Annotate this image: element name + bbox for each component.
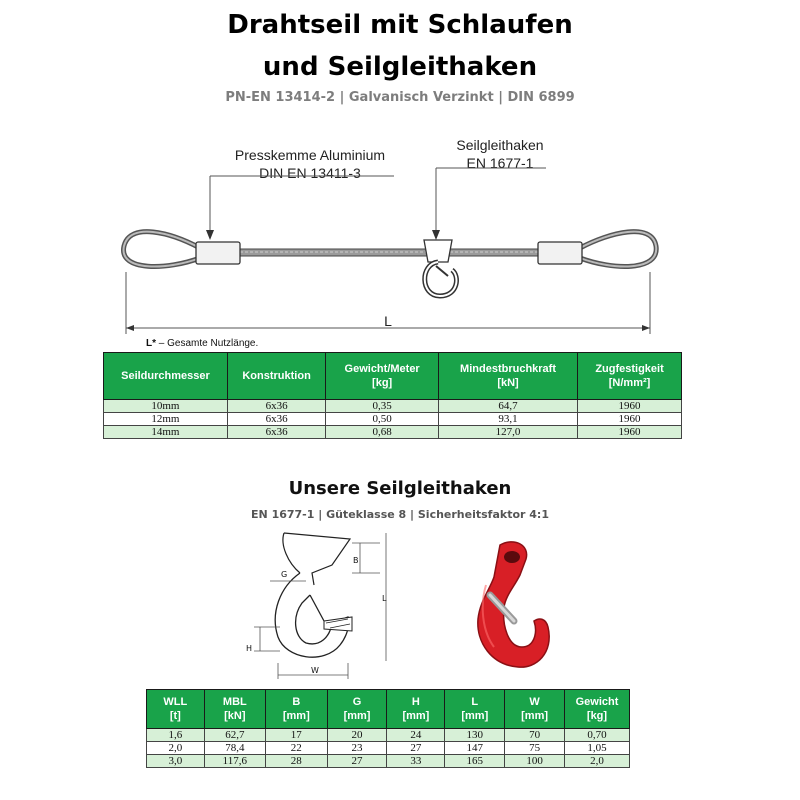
page-title-line2: und Seilgleithaken bbox=[262, 52, 538, 82]
hook-dimension-drawing bbox=[240, 525, 400, 685]
table-row: 10mm 6x36 0,35 64,7 1960 bbox=[104, 400, 682, 413]
hook-spec-table bbox=[146, 689, 630, 768]
page-subtitle: PN-EN 13414-2 | Galvanisch Verzinkt | DIN 6899 bbox=[225, 90, 575, 105]
rope-assembly-drawing bbox=[0, 0, 800, 340]
rope-spec-table bbox=[103, 352, 682, 439]
col-header: Gewicht/Meter [kg] bbox=[326, 353, 439, 400]
table-row: 1,6 62,7 17 20 24 130 70 0,70 bbox=[147, 729, 630, 742]
clamp-label-line1: Presskemme Aluminium bbox=[234, 147, 386, 163]
hook-section-title: Unsere Seilgleithaken bbox=[288, 478, 512, 499]
table-row: 2,0 78,4 22 23 27 147 75 1,05 bbox=[147, 742, 630, 755]
col-header: Zugfestigkeit [N/mm²] bbox=[578, 353, 682, 400]
col-header: Mindestbruchkraft [kN] bbox=[438, 353, 577, 400]
col-header: G [mm] bbox=[327, 690, 387, 729]
col-header: MBL [kN] bbox=[204, 690, 265, 729]
dim-label-w: W bbox=[311, 666, 319, 675]
table-row: 3,0 117,6 28 27 33 165 100 2,0 bbox=[147, 755, 630, 768]
dim-label-h: H bbox=[246, 644, 253, 653]
hook-section-subtitle: EN 1677-1 | Güteklasse 8 | Sicherheitsfaktor 4:1 bbox=[251, 508, 549, 521]
col-header: WLL [t] bbox=[147, 690, 205, 729]
length-label: L bbox=[384, 313, 392, 329]
col-header: W [mm] bbox=[505, 690, 565, 729]
col-header: B [mm] bbox=[266, 690, 328, 729]
col-header: H [mm] bbox=[387, 690, 445, 729]
note-symbol: L* bbox=[146, 338, 156, 349]
clamp-label-line2: DIN EN 13411-3 bbox=[259, 165, 361, 181]
length-note bbox=[146, 338, 258, 349]
col-header: Seildurchmesser bbox=[104, 353, 228, 400]
table-header-row bbox=[104, 353, 682, 400]
note-text: – Gesamte Nutzlänge. bbox=[156, 338, 259, 349]
table-row: 12mm 6x36 0,50 93,1 1960 bbox=[104, 413, 682, 426]
hook-label-line2: EN 1677-1 bbox=[466, 155, 534, 171]
col-header: Gewicht [kg] bbox=[564, 690, 629, 729]
col-header: Konstruktion bbox=[227, 353, 325, 400]
hook-label-line1: Seilgleithaken bbox=[456, 137, 544, 153]
table-row: 14mm 6x36 0,68 127,0 1960 bbox=[104, 426, 682, 439]
page-title-line1: Drahtseil mit Schlaufen bbox=[227, 10, 573, 40]
dim-label-l: L bbox=[382, 594, 387, 603]
dim-label-b: B bbox=[353, 556, 359, 565]
dim-label-g: G bbox=[281, 570, 288, 579]
table-header-row bbox=[147, 690, 630, 729]
col-header: L [mm] bbox=[445, 690, 505, 729]
red-hook-image bbox=[450, 535, 560, 675]
